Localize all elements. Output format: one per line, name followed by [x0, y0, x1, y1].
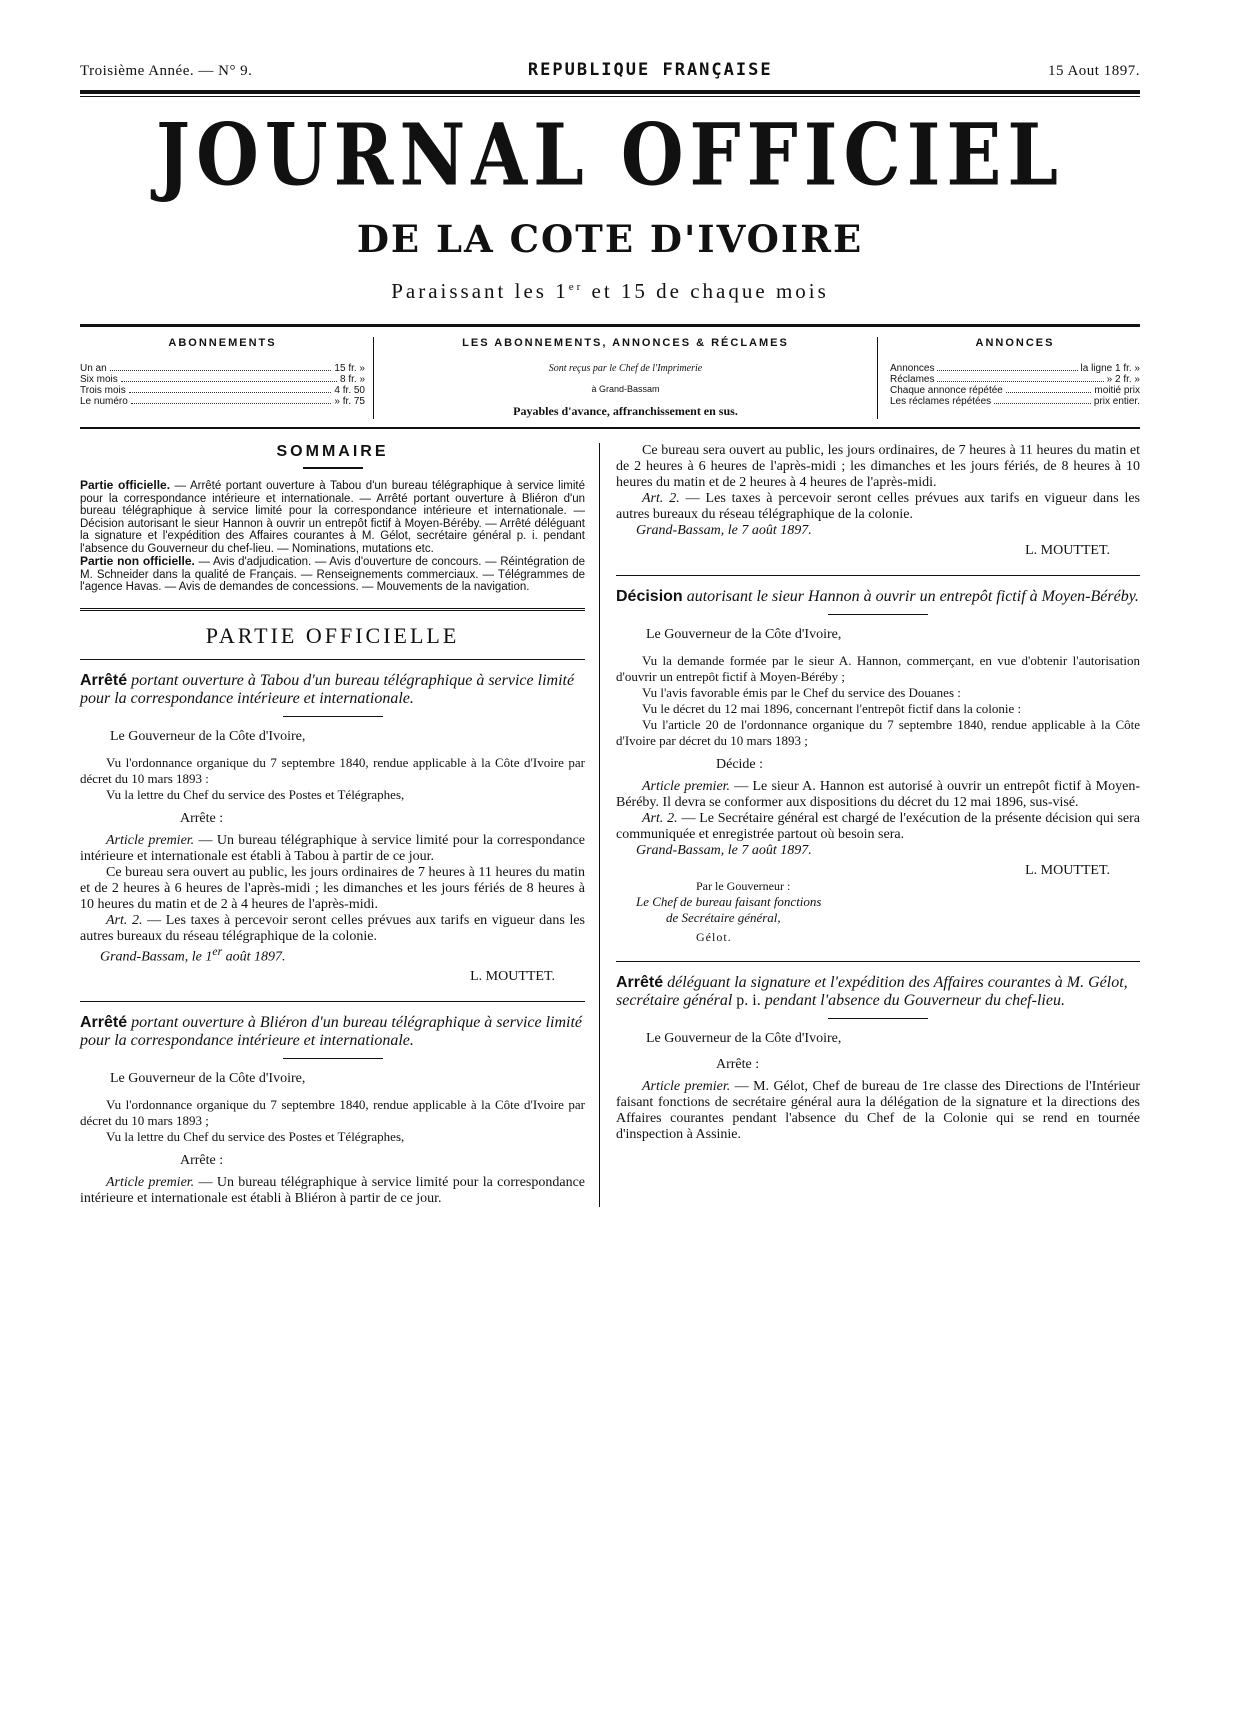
decision-art1-label: Article premier.	[642, 779, 731, 794]
issue-date: 15 Aout 1897.	[1048, 63, 1140, 79]
decision-art2	[616, 811, 1140, 843]
dot-leader	[937, 374, 1103, 382]
annonces-title: ANNONCES	[975, 337, 1055, 349]
arrete2-vu1: Vu l'ordonnance organique du 7 septembre 1840, rendue applicable à la Côte d'Ivoire par décret du 10 mars 1893 ;	[80, 1097, 585, 1129]
top-line	[80, 60, 1140, 80]
abonnement-row	[80, 374, 365, 385]
sommaire	[80, 479, 585, 594]
arrete3-title-a: déléguant la signature et l'expédition des Affaires courantes à M. Gélot, secrétaire général	[616, 974, 1128, 1009]
masthead-title: JOURNAL OFFICIEL	[156, 104, 1064, 205]
decision-chef2: de Secrétaire général,	[666, 910, 781, 925]
header-rule-thin	[80, 96, 1140, 97]
abonnement-value: 15 fr. »	[334, 363, 365, 374]
arrete1-date-b: août 1897.	[222, 949, 286, 965]
arrete1-vu1: Vu l'ordonnance organique du 7 septembre 1840, rendue applicable à la Côte d'Ivoire par décret du 10 mars 1893 :	[80, 754, 585, 786]
divider	[283, 1058, 383, 1059]
arrete2-vu2: Vu la lettre du Chef du service des Postes et Télégraphes,	[106, 1129, 405, 1145]
decision-decide: Décide :	[716, 757, 764, 772]
abonnement-label: Trois mois	[80, 385, 126, 396]
annonce-label: Chaque annonce répétée	[890, 385, 1003, 396]
decision-art1	[616, 779, 1140, 811]
arrete2-title-text: portant ouverture à Bliéron d'un bureau télégraphique à service limité pour la correspondance intérieure et internationale.	[80, 1014, 583, 1050]
annonce-label: Annonces	[890, 363, 935, 374]
arrete1-date	[100, 945, 585, 966]
dot-leader	[110, 363, 332, 371]
arrete3-arrete: Arrête :	[716, 1057, 760, 1072]
annonce-value: » 2 fr. »	[1106, 374, 1140, 385]
decision-label: Décision	[616, 588, 683, 605]
left-column	[80, 443, 600, 1207]
rates-box	[80, 324, 1140, 429]
decision-gelot: Gélot.	[696, 930, 732, 944]
middle-note: Sont reçus par le Chef de l'Imprimerie	[548, 363, 703, 374]
divider	[616, 961, 1140, 962]
right-art2-label: Art. 2.	[642, 491, 680, 506]
arrete2-art1-label: Article premier.	[106, 1175, 195, 1191]
middle-title: LES ABONNEMENTS, ANNONCES & RÉCLAMES	[462, 337, 789, 349]
tagline-sup: er	[568, 281, 584, 293]
arrete1-art1-label: Article premier.	[106, 832, 195, 848]
arrete1-vu2: Vu la lettre du Chef du service des Postes et Télégraphes,	[106, 786, 405, 802]
right-column	[600, 443, 1140, 1207]
arrete1-gov: Le Gouverneur de la Côte d'Ivoire,	[110, 728, 306, 744]
decision-vu2: Vu l'avis favorable émis par le Chef du service des Douanes :	[642, 685, 961, 700]
masthead-subtitle: DE LA COTE D'IVOIRE	[356, 217, 864, 261]
arrete2-art1	[80, 1175, 585, 1207]
sommaire-non-officielle-text: — Avis d'adjudication. — Avis d'ouverture de concours. — Réintégration de M. Schneider dans la qualité de Français. — Renseignements commerciaux. — Télégrammes de l'agence Havas. — Avis de demandes de concessions. — Mouvements de la navigation.	[80, 556, 585, 593]
annonce-row	[890, 363, 1140, 374]
decision-title-text: autorisant le sieur Hannon à ouvrir un entrepôt fictif à Moyen-Béréby.	[682, 588, 1139, 605]
arrete1-art2	[80, 913, 585, 945]
arrete1-art2-label: Art. 2.	[106, 912, 143, 928]
annonce-value: prix entier.	[1093, 396, 1140, 407]
annonce-row	[890, 374, 1140, 385]
arrete3-label: Arrêté	[616, 974, 664, 991]
arrete3-gov: Le Gouverneur de la Côte d'Ivoire,	[646, 1031, 842, 1046]
decision-vu3: Vu le décret du 12 mai 1896, concernant l'entrepôt fictif dans la colonie :	[642, 701, 1022, 716]
annonce-value: la ligne 1 fr. »	[1080, 363, 1140, 374]
divider	[828, 614, 928, 615]
arrete1-label: Arrêté	[80, 671, 128, 689]
arrete2-label: Arrêté	[80, 1014, 128, 1032]
arrete1-title	[80, 672, 585, 708]
decision-art2-text: — Le Secrétaire général est chargé de l'exécution de la présente décision qui sera communiquée et enregistrée partout où besoin sera.	[616, 811, 1141, 842]
annonce-row	[890, 385, 1140, 396]
abonnement-label: Un an	[80, 363, 107, 374]
middle-place: à Grand-Bassam	[591, 384, 660, 394]
arrete1-p2: Ce bureau sera ouvert au public, les jours ordinaires de 7 heures à 11 heures du matin et de 2 heures à 6 heures de l'après-midi ; les dimanches et les jours fériés de 8 heures à 10 heures du matin et de 2 à 4 heures de l'après-midi.	[80, 864, 585, 912]
abonnement-row	[80, 396, 365, 407]
columns	[80, 443, 1140, 1207]
decision-vu4: Vu l'article 20 de l'ordonnance organique du 7 septembre 1840, rendue applicable à la Côte d'Ivoire par décret du 10 mars 1893 ;	[616, 717, 1140, 748]
middle-pay: Payables d'avance, affranchissement en sus.	[513, 404, 738, 418]
arrete1-art1-text: — Un bureau télégraphique à service limité pour la correspondance intérieure et internationale est établi à Tabou à partir de ce jour.	[80, 832, 585, 864]
decision-signature: L. MOUTTET.	[1025, 863, 1110, 878]
dot-leader	[129, 385, 332, 393]
tagline-b: et 15 de chaque mois	[583, 279, 829, 303]
annonce-row	[890, 396, 1140, 407]
arrete3-art1-label: Article premier.	[642, 1079, 731, 1094]
divider	[828, 1018, 928, 1019]
dot-leader	[994, 396, 1091, 404]
decision-par: Par le Gouverneur :	[696, 879, 791, 893]
dot-leader	[121, 374, 337, 382]
abonnement-value: » fr. 75	[334, 396, 365, 407]
annonce-label: Les réclames répétées	[890, 396, 992, 407]
sommaire-title: SOMMAIRE	[276, 443, 389, 460]
sommaire-non-officielle-label: Partie non officielle.	[80, 554, 195, 568]
abonnement-label: Six mois	[80, 374, 118, 385]
right-art2-text: — Les taxes à percevoir seront celles prévues aux tarifs en vigueur dans les autres bureaux du réseau télégraphique de la colonie.	[616, 491, 1141, 522]
abonnements-rows	[80, 363, 365, 407]
arrete1-title-text: portant ouverture à Tabou d'un bureau télégraphique à service limité pour la correspondance intérieure et internationale.	[80, 671, 575, 707]
right-date: Grand-Bassam, le 7 août 1897.	[636, 523, 812, 538]
annonce-label: Réclames	[890, 374, 935, 385]
masthead-tagline	[80, 279, 1140, 304]
arrete3-art1-text: — M. Gélot, Chef de bureau de 1re classe des Directions de l'Intérieur faisant fonctions de secrétaire général aura la délégation de la signature et la directions des Affaires courantes pendant l'absence du Chef de la Colonie qui se rend en tournée d'inspection à Assinie.	[616, 1079, 1140, 1142]
right-art2	[616, 491, 1140, 523]
arrete1-art1	[80, 833, 585, 865]
issue-number: Troisième Année. — N° 9.	[80, 63, 253, 79]
partie-officielle-heading: PARTIE OFFICIELLE	[205, 622, 460, 648]
decision-date: Grand-Bassam, le 7 août 1897.	[636, 843, 812, 858]
arrete1-date-sup: er	[212, 944, 223, 958]
decision-title	[616, 588, 1140, 606]
arrete1-date-a: Grand-Bassam, le 1	[100, 949, 213, 965]
divider	[80, 659, 585, 660]
arrete1-signature: L. MOUTTET.	[470, 969, 555, 985]
divider	[303, 467, 363, 469]
abonnements-col	[80, 337, 373, 419]
divider	[616, 575, 1140, 576]
arrete3-title	[616, 974, 1140, 1010]
tagline-a: Paraissant les 1	[391, 279, 569, 303]
sommaire-officielle-text: — Arrêté portant ouverture à Tabou d'un bureau télégraphique à service limité pour la correspondance intérieure et internationale. — Arrêté portant ouverture à Bliéron d'un bureau télégraphique à service limité pour la correspondance intérieure et internationale. — Décision autorisant le sieur Hannon à ouvrir un entrepôt fictif à Moyen-Béréby. — Arrêté déléguant la signature et l'expédition des Affaires courantes à M. Gélot, secrétaire général p. i. pendant l'absence du Gouverneur du chef-lieu. — Nominations, mutations etc.	[80, 480, 585, 555]
decision-art2-label: Art. 2.	[642, 811, 678, 826]
right-p1: Ce bureau sera ouvert au public, les jours ordinaires, de 7 heures à 11 heures du matin et de 2 heures à 6 heures de l'après-midi ; les dimanches et les jours fériés, de 8 heures à 10 heures du matin et de 2 heures à 4 heures de l'après-midi.	[616, 443, 1140, 490]
arrete2-title	[80, 1014, 585, 1050]
annonce-value: moitié prix	[1094, 385, 1140, 396]
abonnement-row	[80, 385, 365, 396]
annonces-rows	[890, 363, 1140, 407]
dot-leader	[1006, 385, 1092, 393]
decision-chef1: Le Chef de bureau faisant fonctions	[636, 894, 822, 909]
arrete2-gov: Le Gouverneur de la Côte d'Ivoire,	[110, 1071, 306, 1087]
arrete1-arrete: Arrête :	[180, 810, 224, 826]
arrete1-art2-text: — Les taxes à percevoir seront celles prévues aux tarifs en vigueur dans les autres bureaux du réseau télégraphique de la colonie.	[80, 912, 586, 944]
abonnement-row	[80, 363, 365, 374]
arrete3-title-b: pendant l'absence du Gouverneur du chef-lieu.	[764, 992, 1065, 1009]
dot-leader	[937, 363, 1077, 371]
divider	[80, 608, 585, 611]
arrete2-arrete: Arrête :	[180, 1153, 224, 1169]
abonnements-title: ABONNEMENTS	[168, 337, 277, 349]
abonnement-value: 8 fr. »	[339, 374, 365, 385]
header-rule	[80, 90, 1140, 94]
decision-art1-text: — Le sieur A. Hannon est autorisé à ouvrir un entrepôt fictif à Moyen-Béréby. Il devra se conformer aux dispositions du décret du 12 mai 1896, sus-visé.	[616, 779, 1140, 810]
republic-label: REPUBLIQUE FRANÇAISE	[527, 60, 773, 80]
sommaire-officielle-label: Partie officielle.	[80, 478, 171, 492]
journal-page	[80, 60, 1140, 1207]
arrete3-title-pi: p. i.	[732, 992, 765, 1009]
divider	[283, 716, 383, 717]
arrete3-art1	[616, 1079, 1140, 1143]
middle-col	[373, 337, 878, 419]
abonnement-label: Le numéro	[80, 396, 128, 407]
divider	[80, 1001, 585, 1002]
annonces-col	[878, 337, 1140, 419]
decision-vu1: Vu la demande formée par le sieur A. Hannon, commerçant, en vue d'obtenir l'autorisation d'ouvrir un entrepôt fictif à Moyen-Béréby ;	[616, 653, 1140, 684]
decision-gov: Le Gouverneur de la Côte d'Ivoire,	[646, 627, 842, 642]
dot-leader	[131, 396, 332, 404]
abonnement-value: 4 fr. 50	[334, 385, 365, 396]
arrete2-art1-text: — Un bureau télégraphique à service limité pour la correspondance intérieure et internationale est établi à Bliéron à partir de ce jour.	[80, 1175, 585, 1207]
right-signature: L. MOUTTET.	[1025, 543, 1110, 558]
